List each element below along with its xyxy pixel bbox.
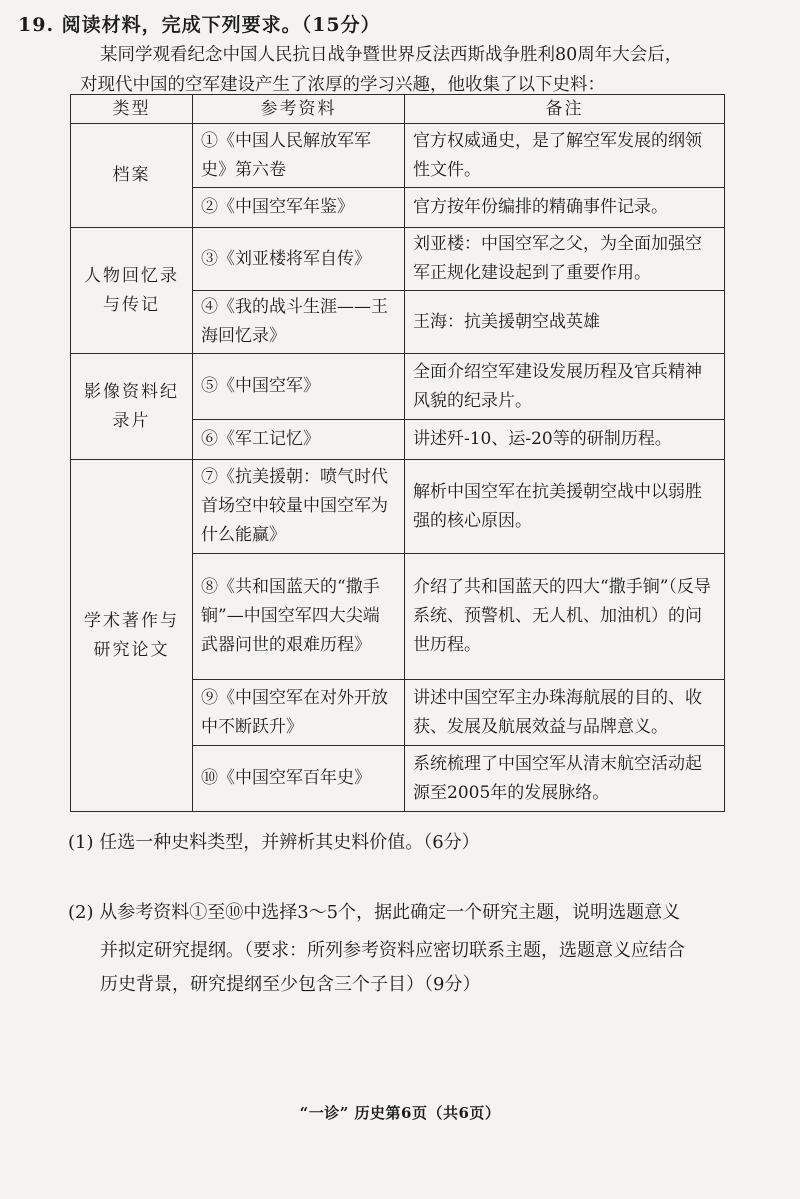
type-cell: 学术著作与研究论文	[71, 460, 193, 812]
table-header-row	[71, 95, 725, 124]
table-row	[71, 228, 725, 291]
reference-cell: ⑥《军工记忆》	[193, 420, 405, 460]
note-cell: 官方按年份编排的精确事件记录。	[405, 188, 725, 228]
materials-table	[70, 94, 725, 812]
reference-cell: ①《中国人民解放军军史》第六卷	[193, 124, 405, 188]
header-type: 类型	[71, 95, 193, 124]
sub-question-2-line-3: 历史背景，研究提纲至少包含三个子目）（9分）	[100, 974, 481, 995]
reference-cell: ⑧《共和国蓝天的“撒手锏”—中国空军四大尖端武器问世的艰难历程》	[193, 554, 405, 680]
intro-line-1: 某同学观看纪念中国人民抗日战争暨世界反法西斯战争胜利80周年大会后，	[100, 45, 683, 65]
note-cell: 讲述歼-10、运-20等的研制历程。	[405, 420, 725, 460]
reference-cell: ⑤《中国空军》	[193, 354, 405, 420]
reference-cell: ⑦《抗美援朝：喷气时代首场空中较量中国空军为什么能赢》	[193, 460, 405, 554]
reference-cell: ②《中国空军年鉴》	[193, 188, 405, 228]
note-cell: 讲述中国空军主办珠海航展的目的、收获、发展及航展效益与品牌意义。	[405, 680, 725, 746]
sub-question-2-line-2: 并拟定研究提纲。（要求：所列参考资料应密切联系主题，选题意义应结合	[100, 940, 685, 961]
reference-cell: ⑨《中国空军在对外开放中不断跃升》	[193, 680, 405, 746]
note-cell: 系统梳理了中国空军从清末航空活动起源至2005年的发展脉络。	[405, 746, 725, 812]
reference-cell: ④《我的战斗生涯——王海回忆录》	[193, 291, 405, 354]
type-cell: 影像资料纪录片	[71, 354, 193, 460]
note-cell: 解析中国空军在抗美援朝空战中以弱胜强的核心原因。	[405, 460, 725, 554]
sub-question-1: (1) 任选一种史料类型，并辨析其史料价值。（6分）	[68, 832, 480, 853]
note-cell: 全面介绍空军建设发展历程及官兵精神风貌的纪录片。	[405, 354, 725, 420]
header-note: 备注	[405, 95, 725, 124]
sub-question-2-line-1: (2) 从参考资料①至⑩中选择3～5个，据此确定一个研究主题，说明选题意义	[68, 902, 681, 923]
intro-line-2: 对现代中国的空军建设产生了浓厚的学习兴趣，他收集了以下史料：	[80, 75, 605, 95]
note-cell: 刘亚楼：中国空军之父，为全面加强空军正规化建设起到了重要作用。	[405, 228, 725, 291]
note-cell: 介绍了共和国蓝天的四大“撒手锏”（反导系统、预警机、无人机、加油机）的问世历程。	[405, 554, 725, 680]
type-cell: 档案	[71, 124, 193, 228]
table-row	[71, 460, 725, 554]
table-row	[71, 124, 725, 188]
note-cell: 王海：抗美援朝空战英雄	[405, 291, 725, 354]
page-footer: “一诊” 历史第6页（共6页）	[299, 1104, 501, 1122]
table-row	[71, 354, 725, 420]
note-cell: 官方权威通史，是了解空军发展的纲领性文件。	[405, 124, 725, 188]
type-cell: 人物回忆录与传记	[71, 228, 193, 354]
header-reference: 参考资料	[193, 95, 405, 124]
reference-cell: ③《刘亚楼将军自传》	[193, 228, 405, 291]
question-title: 19. 阅读材料，完成下列要求。（15分）	[18, 14, 381, 36]
reference-cell: ⑩《中国空军百年史》	[193, 746, 405, 812]
